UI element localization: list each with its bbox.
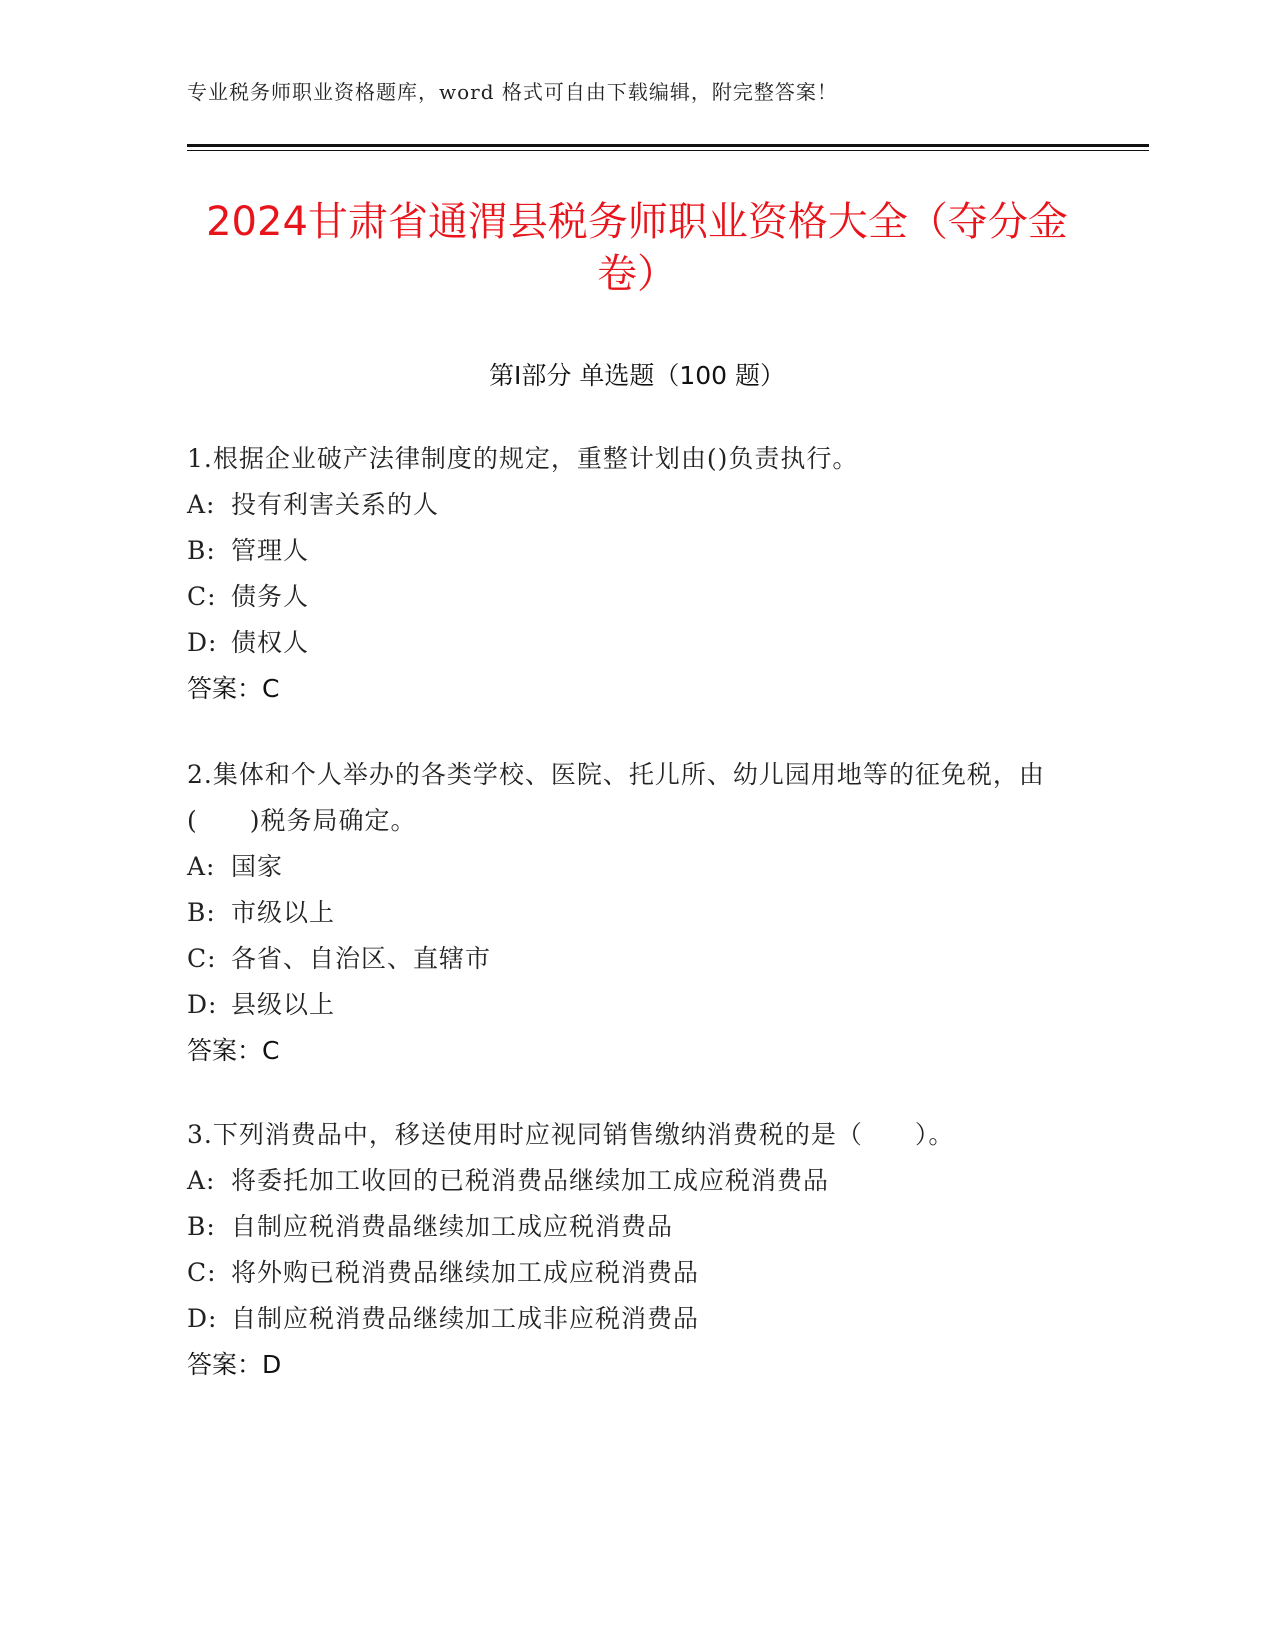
header-note: 专业税务师职业资格题库，word 格式可自由下载编辑，附完整答案！	[187, 80, 838, 104]
option-key: C:	[187, 1258, 217, 1287]
section-title: 第Ⅰ部分 单选题（100 题）	[489, 361, 785, 390]
question-stem: 3.下列消费品中，移送使用时应视同销售缴纳消费税的是（ ）。	[187, 1120, 955, 1149]
option-text: 各省、自治区、直辖市	[231, 944, 492, 973]
option-text: 将外购已税消费品继续加工成应税消费品	[231, 1258, 700, 1287]
question-stem: 1.根据企业破产法律制度的规定，重整计划由()负责执行。	[187, 444, 859, 473]
option-text: 国家	[231, 852, 284, 881]
option-a	[187, 844, 1087, 890]
option-c	[187, 1250, 1087, 1296]
option-key: D:	[187, 1304, 218, 1333]
question-3	[187, 1112, 1087, 1388]
answer-line: 答案：D	[187, 1350, 282, 1379]
option-text: 债权人	[231, 628, 310, 657]
option-text: 自制应税消费晶继续加工成应税消费品	[231, 1212, 674, 1241]
option-text: 将委托加工收回的已税消费品继续加工成应税消费品	[231, 1166, 830, 1195]
option-key: A:	[187, 1166, 216, 1195]
option-key: B:	[187, 898, 216, 927]
option-b	[187, 1204, 1087, 1250]
option-key: A:	[187, 852, 216, 881]
answer-line: 答案：C	[187, 674, 280, 703]
option-b	[187, 528, 1087, 574]
answer-line: 答案：C	[187, 1036, 280, 1065]
option-d	[187, 1296, 1087, 1342]
option-a	[187, 1158, 1087, 1204]
option-text: 管理人	[231, 536, 310, 565]
option-d	[187, 982, 1087, 1028]
option-key: C:	[187, 582, 217, 611]
option-key: B:	[187, 536, 216, 565]
option-c	[187, 574, 1087, 620]
header-rule-thin	[187, 150, 1149, 151]
option-key: B:	[187, 1212, 216, 1241]
option-b	[187, 890, 1087, 936]
header-rule-thick	[187, 144, 1149, 147]
question-2	[187, 752, 1087, 1074]
option-text: 县级以上	[231, 990, 336, 1019]
option-key: A:	[187, 490, 216, 519]
option-d	[187, 620, 1087, 666]
option-key: D:	[187, 990, 218, 1019]
question-1	[187, 436, 1087, 712]
option-text: 债务人	[231, 582, 310, 611]
option-a	[187, 482, 1087, 528]
option-c	[187, 936, 1087, 982]
option-key: D:	[187, 628, 218, 657]
option-text: 市级以上	[231, 898, 336, 927]
option-text: 投有利害关系的人	[231, 490, 440, 519]
option-key: C:	[187, 944, 217, 973]
document-title: 2024甘肃省通渭县税务师职业资格大全（夺分金卷）	[206, 199, 1068, 297]
question-stem: 2.集体和个人举办的各类学校、医院、托儿所、幼儿园用地等的征免税，由( )税务局确定。	[187, 760, 1045, 835]
option-text: 自制应税消费品继续加工成非应税消费品	[231, 1304, 700, 1333]
